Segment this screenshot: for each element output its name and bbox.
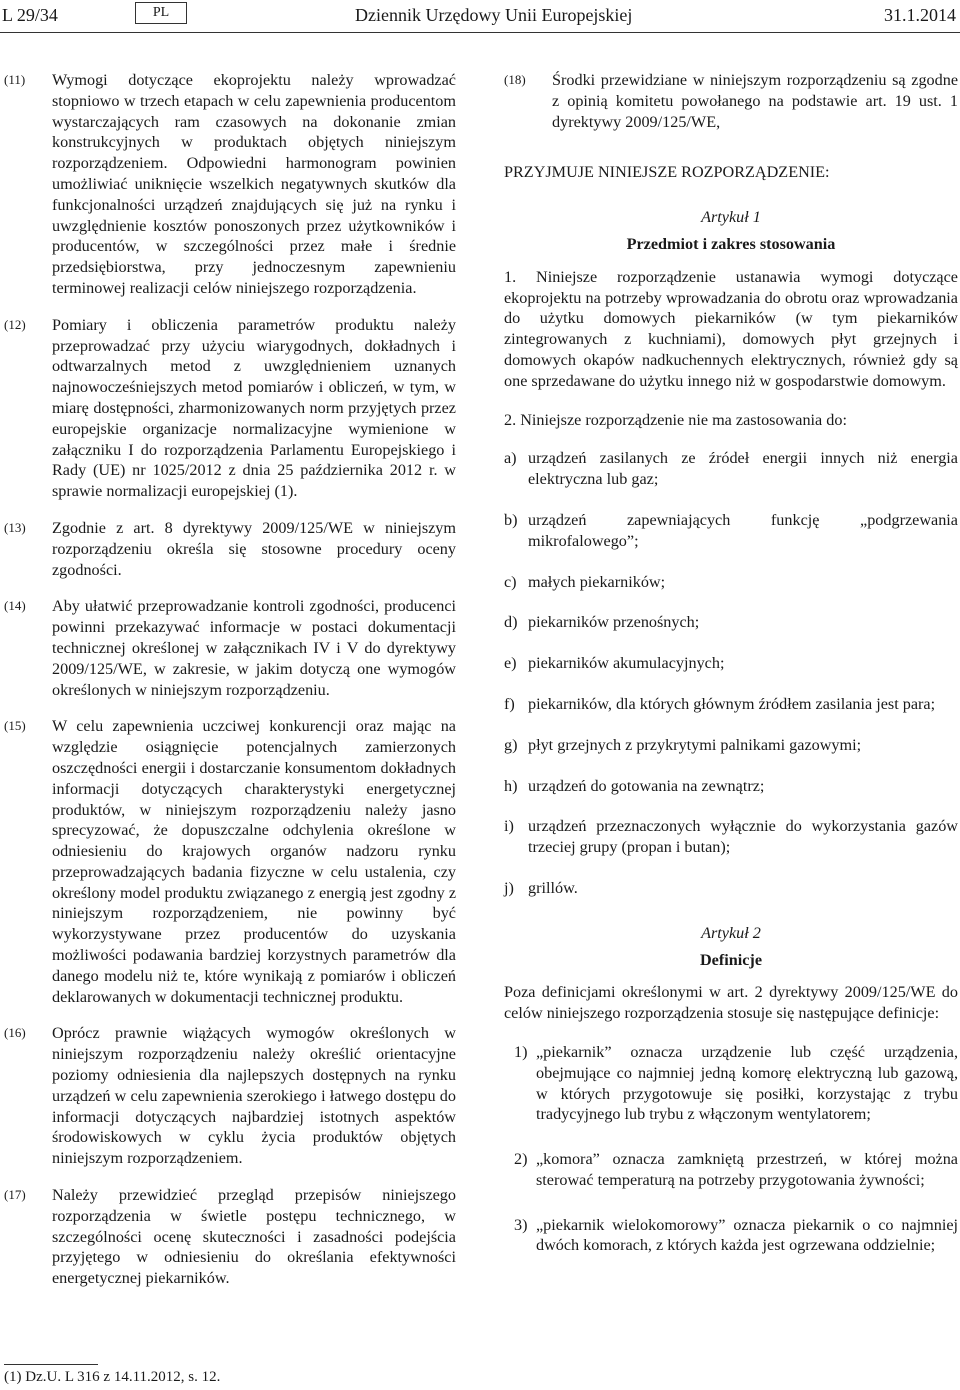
definition-item [504, 1042, 958, 1125]
list-item-text: grillów. [528, 878, 578, 897]
list-item-text: piekarników przenośnych; [528, 613, 700, 632]
page-number: L 29/34 [2, 5, 58, 25]
recital [4, 716, 456, 1007]
recital-text: Wymogi dotyczące ekoprojektu należy wprowadzać stopniowo w trzech etapach w celu zapewnienia producentom wystarczających ram czasowych na dokonanie zmian konstrukcyjnych w produktach objętych niniejszym rozporządzeniem. Odpowiedni harmonogram powinien umożliwiać uniknięcie wszelkich negatywnych skutków dla funkcjonalności urządzeń znajdujących się już na rynku i uwzględnienie kosztów ponoszonych przez użytkowników i producentów, w szczególności przez małe i średnie przedsiębiorstwa, przy jednoczesnym zapewnieniu terminowej realizacji celów niniejszego rozporządzenia. [52, 71, 456, 297]
right-column [504, 70, 958, 1280]
article-2-intro: Poza definicjami określonymi w art. 2 dyrektywy 2009/125/WE do celów niniejszego rozporządzenia stosuje się następujące definicje: [504, 983, 958, 1023]
list-item [504, 572, 958, 593]
list-item-text: urządzeń zapewniających funkcję „podgrzewania mikrofalowego”; [528, 510, 958, 550]
definition-number: 2) [514, 1150, 528, 1169]
language-badge: PL [135, 2, 187, 24]
publication-date: 31.1.2014 [884, 5, 956, 25]
list-item-text: urządzeń przeznaczonych wyłącznie do wykorzystania gazów trzeciej grupy (propan i butan); [528, 817, 958, 857]
list-item [504, 735, 958, 756]
recital-number: (14) [4, 598, 26, 614]
header-rule [0, 32, 960, 33]
recital-number: (11) [4, 72, 26, 87]
recital-number: (12) [4, 316, 26, 332]
list-item-label: g) [504, 735, 518, 754]
list-item-label: h) [504, 776, 518, 795]
list-item-label: b) [504, 510, 518, 529]
journal-title: Dziennik Urzędowy Unii Europejskiej [355, 5, 633, 25]
list-item-text: małych piekarników; [528, 572, 666, 591]
recital [4, 518, 456, 580]
article-2-label: Artykuł 2 [701, 923, 761, 942]
page-header [0, 0, 960, 30]
list-item-text: piekarników, dla których głównym źródłem zasilania jest para; [528, 694, 936, 713]
recital-text: Środki przewidziane w niniejszym rozporządzeniu są zgodne z opinią komitetu powołanego na podstawie art. 19 ust. 1 dyrektywy 2009/125/WE, [552, 71, 958, 131]
list-item-label: a) [504, 449, 517, 468]
exclusion-list [504, 448, 958, 898]
definition-list [504, 1042, 958, 1256]
definition-text: „piekarnik” oznacza urządzenie lub część urządzenia, obejmujące co najmniej jedną komorę elektryczną lub gazową, w których przygotowuje się posiłki, korzystając z trybu tradycyjnego lub trybu z włączonym wentylatorem; [536, 1042, 958, 1124]
definition-number: 1) [514, 1042, 528, 1061]
list-item-label: c) [504, 572, 517, 591]
list-item [504, 612, 958, 633]
recital-text: Oprócz prawnie wiążących wymogów określonych w niniejszym rozporządzeniu należy określić orientacyjne poziomy odniesienia dla najlepszych dostępnych na rynku urządzeń w celu zapewnienia szerokiego i łatwego dostępu do informacji dotyczących najbardziej istotnych aspektów środowiskowych w cyklu życia produktów objętych niniejszym rozporządzeniem. [52, 1024, 456, 1168]
article-2-title: Definicje [699, 950, 763, 969]
list-item-text: urządzeń zasilanych ze źródeł energii innych niż energia elektryczna lub gaz; [528, 449, 958, 489]
list-item-text: piekarników akumulacyjnych; [528, 654, 725, 673]
recital-text: Zgodnie z art. 8 dyrektywy 2009/125/WE w niniejszym rozporządzeniu określa się stosowne procedury oceny zgodności. [52, 518, 456, 579]
footnote-rule [4, 1364, 98, 1365]
list-item-label: f) [504, 694, 515, 713]
recital-text: W celu zapewnienia uczciwej konkurencji oraz mając na względzie osiągnięcie potencjalnych zamierzonych oszczędności energii i dostarczanie konsumentom dokładnych informacji dotyczących charakterystyki energetycznej produktów, w niniejszym rozporządzeniu należy jasno sprecyzować, że dopuszczalne odchylenia określone w odniesieniu do krajowych organów nadzoru rynku przeprowadzających badania fizyczne w celu ustalenia, czy określony model produktu związanego z energią jest zgodny z niniejszym rozporządzeniem, nie powinny być wykorzystywane przez producentów do uzyskania możliwości podawania bardziej korzystnych parametrów dla danego modelu niż te, które wynikają z pomiarów i obliczeń deklarowanych w dokumentacji technicznej produktu. [52, 717, 456, 1006]
footnote: (1) Dz.U. L 316 z 14.11.2012, s. 12. [4, 1369, 221, 1385]
article-1-title: Przedmiot i zakres stosowania [626, 234, 836, 253]
definition-text: „komora” oznacza zamkniętą przestrzeń, w której można sterować temperaturą na potrzeby przygotowania żywności; [536, 1150, 958, 1189]
definition-item [504, 1215, 958, 1257]
recital-text: Aby ułatwić przeprowadzanie kontroli zgodności, producenci powinni przekazywać informacje w postaci dokumentacji technicznej określonej w załącznikach IV i V do dyrektywy 2009/125/WE, w zakresie, w jakim dotyczą one wymogów określonych w niniejszym rozporządzeniu. [52, 597, 456, 699]
list-item-label: e) [504, 654, 517, 673]
recital-number: (18) [504, 72, 526, 87]
article-1-paragraph-2: 2. Niniejsze rozporządzenie nie ma zastosowania do: [504, 410, 847, 429]
recital [4, 1185, 456, 1289]
article-1-paragraph-1: 1. Niniejsze rozporządzenie ustanawia wymogi dotyczące ekoprojektu na potrzeby wprowadzania do obrotu oraz wprowadzania do użytku domowych piekarników (w tym piekarników zintegrowanych z kuchniami), domowych płyt grzejnych i domowych okapów nadkuchennych elektrycznych, również gdy są one sprzedawane do użytku innego niż w gospodarstwie domowym. [504, 267, 958, 390]
list-item [504, 694, 958, 715]
left-column [4, 70, 456, 1305]
list-item [504, 776, 958, 797]
recital [504, 70, 958, 132]
recital-number: (13) [4, 519, 26, 535]
recital-text: Należy przewidzieć przegląd przepisów niniejszego rozporządzenia w świetle postępu technicznego, w szczególności ocenę skuteczności i zasadności podejścia przyjętego w odniesieniu do określania efektywności energetycznej piekarników. [52, 1186, 456, 1288]
recital [4, 1023, 456, 1169]
list-item-label: j) [504, 878, 514, 897]
recital-number: (16) [4, 1025, 26, 1041]
list-item [504, 653, 958, 674]
recital [4, 596, 456, 700]
definition-item [504, 1149, 958, 1191]
list-item [504, 510, 958, 552]
recital [4, 315, 456, 502]
definition-text: „piekarnik wielokomorowy” oznacza piekarnik o co najmniej dwóch komorach, z których każda jest ogrzewana oddzielnie; [536, 1215, 958, 1255]
list-item-label: i) [504, 817, 514, 836]
list-item-text: płyt grzejnych z przykrytymi palnikami gazowymi; [528, 735, 862, 754]
recital-number: (15) [4, 718, 26, 734]
list-item-label: d) [504, 613, 518, 632]
definition-number: 3) [514, 1215, 528, 1234]
recital [4, 70, 456, 299]
adoption-formula: PRZYJMUJE NINIEJSZE ROZPORZĄDZENIE: [504, 163, 830, 182]
list-item [504, 448, 958, 490]
recital-text: Pomiary i obliczenia parametrów produktu należy przeprowadzać przy użyciu wiarygodnych, dokładnych i odtwarzalnych metod z uwzględnieniem uznanych najnowocześniejszych metod pomiarów i obliczeń, w tym, w miarę dostępności, zharmonizowanych norm przyjętych przez europejskie organizacje normalizacyjne wymienione w załączniku I do rozporządzenia Parlamentu Europejskiego i Rady (UE) nr 1025/2012 z dnia 25 października 2012 r. w sprawie normalizacji europejskiej (1). [52, 315, 456, 501]
list-item [504, 878, 958, 899]
list-item-text: urządzeń do gotowania na zewnątrz; [528, 776, 765, 795]
article-1-label: Artykuł 1 [701, 208, 761, 227]
list-item [504, 816, 958, 858]
recital-number: (17) [4, 1187, 26, 1203]
